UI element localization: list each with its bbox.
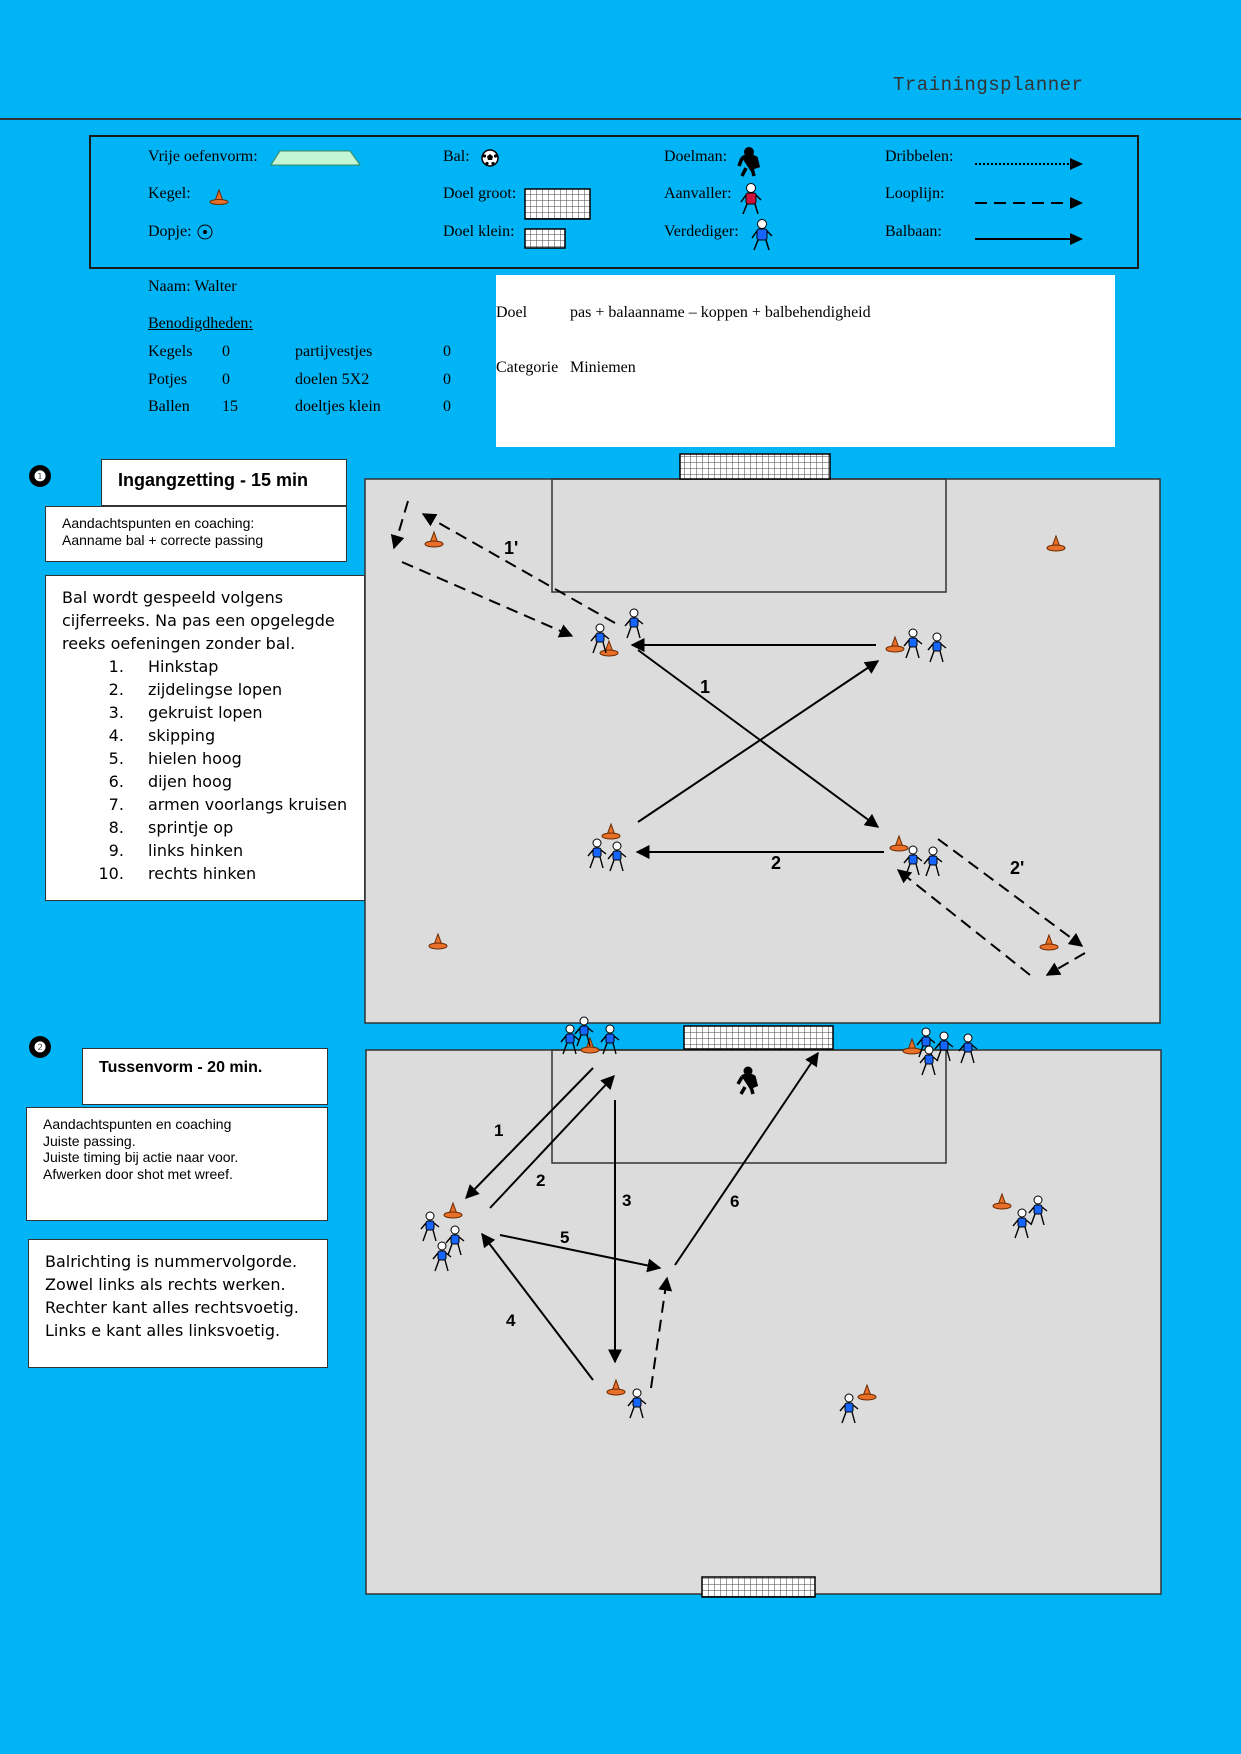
diagram-label: 4: [506, 1311, 516, 1330]
exercise-1-intro: Bal wordt gespeeld volgens cijferreeks. Na pas een opgelegde reeks oefeningen zonder bal.: [62, 588, 335, 653]
description-line: Balrichting is nummervolgorde.: [45, 1252, 298, 1271]
equipment-value: 0: [443, 343, 451, 360]
step-item: 7. armen voorlangs kruisen: [129, 793, 348, 816]
exercise-1-title: Ingangzetting - 15 min: [101, 459, 347, 506]
exercise-2-description: [28, 1239, 328, 1368]
app-title: Trainingsplanner: [893, 74, 1084, 96]
equipment-value: 15: [222, 398, 238, 415]
diagram-label: 6: [730, 1192, 740, 1211]
equipment-label: partijvestjes: [295, 343, 373, 360]
step-item: 6. dijen hoog: [129, 770, 348, 793]
equipment-value: 0: [443, 371, 451, 388]
step-item: 4. skipping: [129, 724, 348, 747]
legend-doelman-label: Doelman:: [664, 148, 728, 165]
equipment-heading: Benodigdheden:: [148, 315, 253, 332]
legend-doel-groot-label: Doel groot:: [443, 185, 517, 202]
diagram-label: 1: [494, 1121, 504, 1140]
coaching-line: Aandachtspunten en coaching: [43, 1116, 232, 1132]
coaching-line: Aanname bal + correcte passing: [62, 531, 264, 548]
field-2: [366, 1050, 1161, 1594]
diagram-label: 1': [504, 538, 519, 558]
goal-label: Doel: [496, 304, 528, 321]
exercise-2-coaching: [26, 1107, 328, 1221]
step-item: 1. Hinkstap: [129, 655, 348, 678]
exercise-2-title: Tussenvorm - 20 min.: [82, 1048, 328, 1105]
step-item: 8. sprintje op: [129, 816, 348, 839]
step-item: 9. links hinken: [129, 839, 348, 862]
equipment-value: 0: [222, 343, 230, 360]
coaching-line: Aandachtspunten en coaching:: [62, 515, 255, 531]
diagram-label: 3: [622, 1191, 632, 1210]
legend-doel-klein-label: Doel klein:: [443, 223, 515, 240]
legend-balbaan-label: Balbaan:: [885, 223, 942, 240]
coach-name: Naam: Walter: [148, 278, 237, 295]
equipment-label: Kegels: [148, 343, 193, 360]
description-line: Rechter kant alles rechtsvoetig.: [45, 1298, 299, 1317]
legend-bal-label: Bal:: [443, 148, 470, 165]
step-item: 3. gekruist lopen: [129, 701, 348, 724]
goal-value: pas + balaanname – koppen + balbehendigheid: [570, 304, 871, 321]
diagram-label: 2: [536, 1171, 546, 1190]
field-1: [365, 479, 1160, 1023]
equipment-value: 0: [443, 398, 451, 415]
description-line: Links e kant alles linksvoetig.: [45, 1321, 281, 1340]
step-item: 5. hielen hoog: [129, 747, 348, 770]
legend-looplijn-label: Looplijn:: [885, 185, 945, 202]
description-line: Zowel links als rechts werken.: [45, 1275, 286, 1294]
step-item: 2. zijdelingse lopen: [129, 678, 348, 701]
legend-verdediger-label: Verdediger:: [664, 223, 739, 240]
exercise-2-number: ❷: [29, 1036, 51, 1058]
equipment-label: Ballen: [148, 398, 190, 415]
equipment-label: Potjes: [148, 371, 188, 388]
diagram-label: 2': [1010, 858, 1025, 878]
equipment-label: doelen 5X2: [295, 371, 370, 388]
goal-net-mesh: [684, 1026, 833, 1049]
coaching-line: Afwerken door shot met wreef.: [43, 1165, 233, 1182]
exercise-1-number: ❶: [29, 465, 51, 487]
step-item: 10. rechts hinken: [129, 862, 348, 885]
legend-vrije-oefenvorm-label: Vrije oefenvorm:: [148, 148, 258, 165]
category-label: Categorie: [496, 359, 559, 376]
legend-dribbelen-label: Dribbelen:: [885, 148, 954, 165]
legend-kegel-label: Kegel:: [148, 185, 191, 202]
equipment-label: doeltjes klein: [295, 398, 381, 415]
legend-aanvaller-label: Aanvaller:: [664, 185, 732, 202]
diagram-label: 1: [700, 677, 711, 697]
coaching-line: Juiste passing.: [43, 1132, 136, 1149]
diagram-label: 5: [560, 1228, 570, 1247]
equipment-value: 0: [222, 371, 230, 388]
category-value: Miniemen: [570, 359, 636, 376]
coaching-line: Juiste timing bij actie naar voor.: [43, 1149, 239, 1165]
goal-net-mesh: [680, 454, 830, 479]
goal-net-small-mesh: [702, 1577, 815, 1597]
diagram-label: 2: [771, 853, 782, 873]
cone-icon: [903, 1039, 921, 1054]
legend-dopje-label: Dopje:: [148, 223, 192, 240]
